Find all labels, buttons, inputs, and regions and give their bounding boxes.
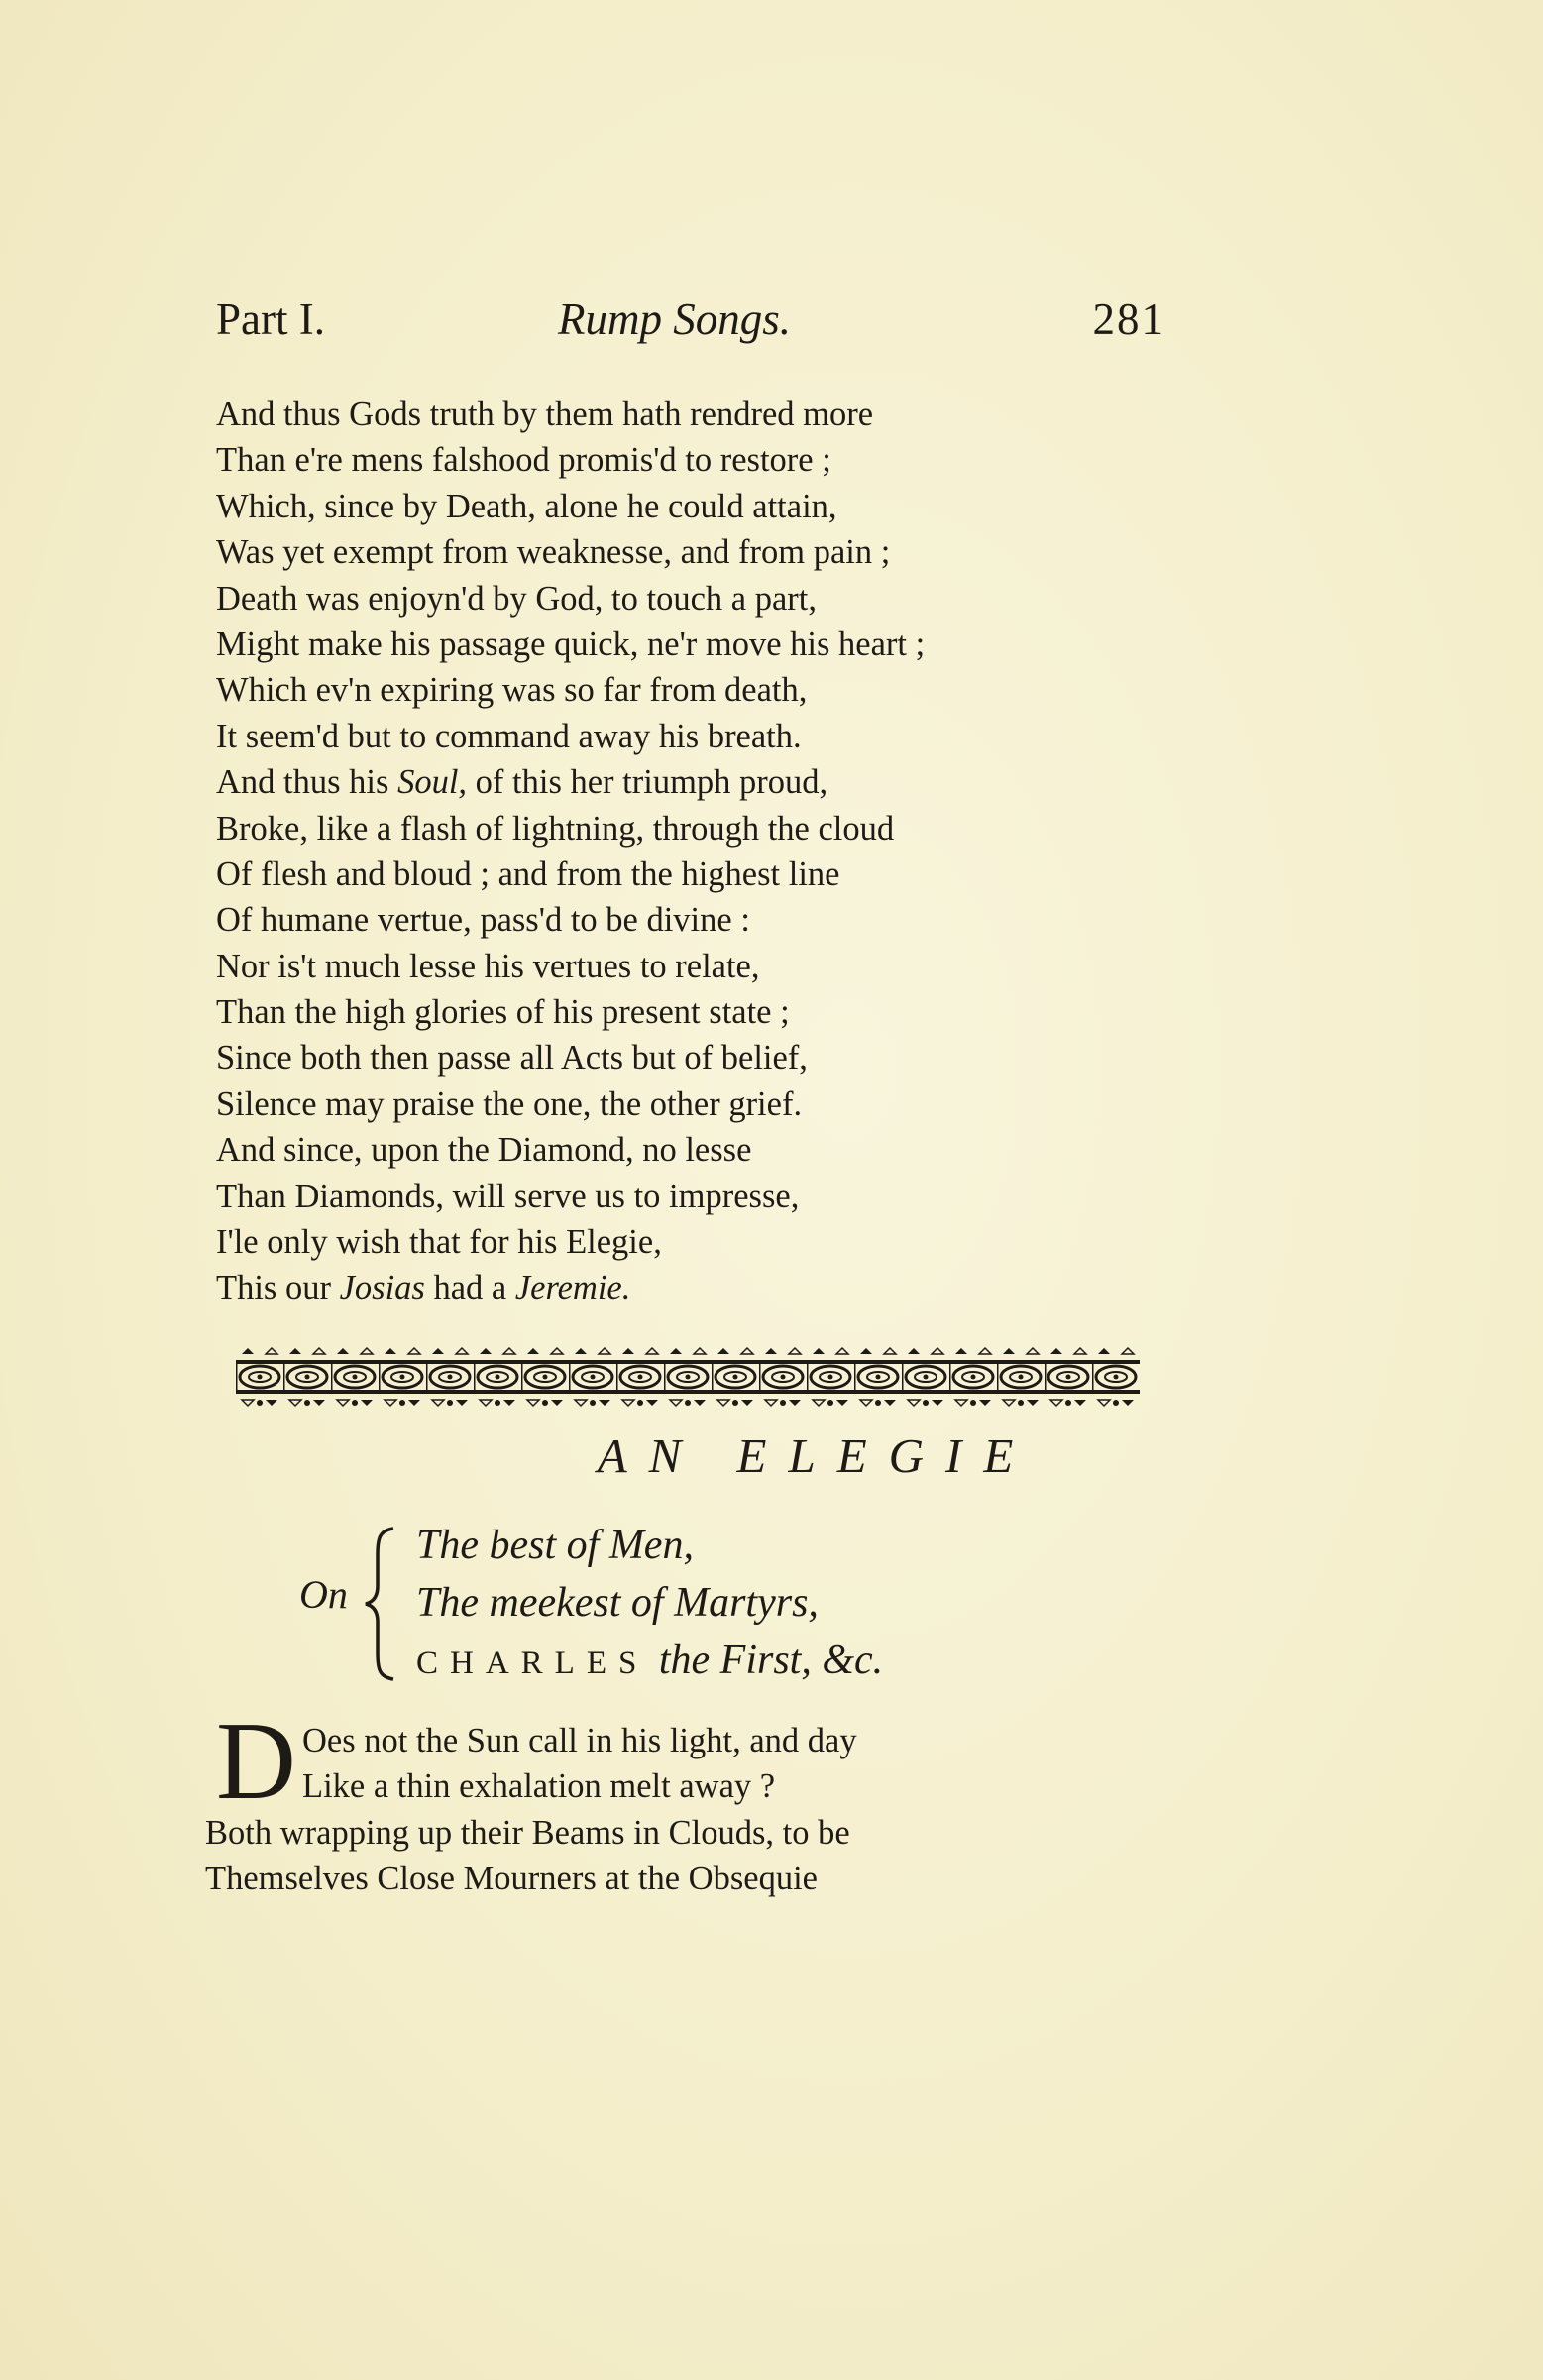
poem-line [216,1265,1207,1310]
poem-line-text: And thus his [216,763,398,802]
poem2-line-4: Themselves Close Mourners at the Obsequie [205,1860,818,1898]
running-header [216,293,1165,353]
poem-line [216,1174,1207,1219]
poem2-line-2: Like a thin exhalation melt away ? [302,1767,776,1806]
poem-line-text: Since both then passe all Acts but of belief, [216,1039,808,1077]
poem-line-text: of this her triumph proud, [467,763,828,802]
poem-line-text: It seem'd but to command away his breath. [216,717,802,755]
elegie-title [0,1427,1543,1484]
header-part: Part I. [216,294,325,344]
poem-line-text: Than Diamonds, will serve us to impresse, [216,1177,800,1215]
poem-line [216,714,1207,759]
poem-line [216,484,1207,529]
poem-opening-indented [302,1718,857,1810]
poem-line [216,897,1207,943]
poem-line [216,851,1207,897]
poem2-line-3: Both wrapping up their Beams in Clouds, to be [205,1814,850,1852]
poem-line [216,806,1207,851]
poem-line-text: Which ev'n expiring was so far from death, [216,671,808,710]
curly-brace [362,1525,401,1683]
poem-line-text: Than e're mens falshood promis'd to restore ; [216,441,831,480]
poem-line-italic: Josias [339,1269,425,1307]
poem-line-text: Might make his passage quick, ne'r move his heart ; [216,624,926,663]
poem-line [216,1081,1207,1127]
poem-line-text: had a [424,1269,515,1307]
poem-line [216,667,1207,713]
subject-name: CHARLES [416,1645,649,1681]
poem-continuation [216,392,1207,1311]
poem-line-text: I'le only wish that for his Elegie, [216,1223,662,1262]
poem-line-text: Silence may praise the one, the other grief. [216,1084,803,1123]
poem-line-text: Broke, like a flash of lightning, through the cloud [216,809,895,848]
poem-line-text: Than the high glories of his present state ; [216,993,790,1032]
elegie-title-text: AN ELEGIE [597,1428,1036,1483]
poem-line [216,576,1207,622]
subject-line-3 [416,1632,883,1692]
poem-line [216,944,1207,989]
poem-line-text: And thus Gods truth by them hath rendred more [216,396,874,433]
poem-line [216,392,1207,437]
poem-line [216,1127,1207,1173]
poem-line-text: Was yet exempt from weaknesse, and from pain ; [216,533,891,572]
poem-line-text: Which, since by Death, alone he could attain, [216,487,837,525]
subject-line-1: The best of Men, [416,1523,694,1568]
subject-line-2: The meekest of Martyrs, [416,1580,819,1626]
poem-line-text: Of humane vertue, pass'd to be divine : [216,901,750,940]
poem-line [216,529,1207,575]
poem-line-text: And since, upon the Diamond, no lesse [216,1131,752,1170]
poem-line-text: Nor is't much lesse his vertues to relate, [216,947,760,985]
on-label: On [299,1572,348,1617]
ornamental-border [236,1346,1140,1408]
drop-cap: D [216,1700,296,1823]
poem-line-italic: Jeremie. [514,1269,631,1307]
page-number: 281 [1092,294,1165,344]
elegie-subjects [416,1517,883,1692]
poem-line-text: Death was enjoyn'd by God, to touch a part, [216,579,817,618]
poem-line-text: Of flesh and bloud ; and from the highest line [216,854,840,893]
subject-rest: the First, &c. [658,1638,884,1683]
poem-line [216,1219,1207,1265]
poem2-line-1: Oes not the Sun call in his light, and day [302,1722,857,1759]
poem-line [216,437,1207,483]
poem-line [216,989,1207,1035]
poem-opening [205,1810,850,1902]
poem-line [216,622,1207,667]
poem-line [216,1035,1207,1080]
header-title: Rump Songs. [558,294,791,344]
poem-line [216,759,1207,805]
poem-line-text: This our [216,1269,340,1307]
poem-line-italic: Soul, [397,763,468,802]
